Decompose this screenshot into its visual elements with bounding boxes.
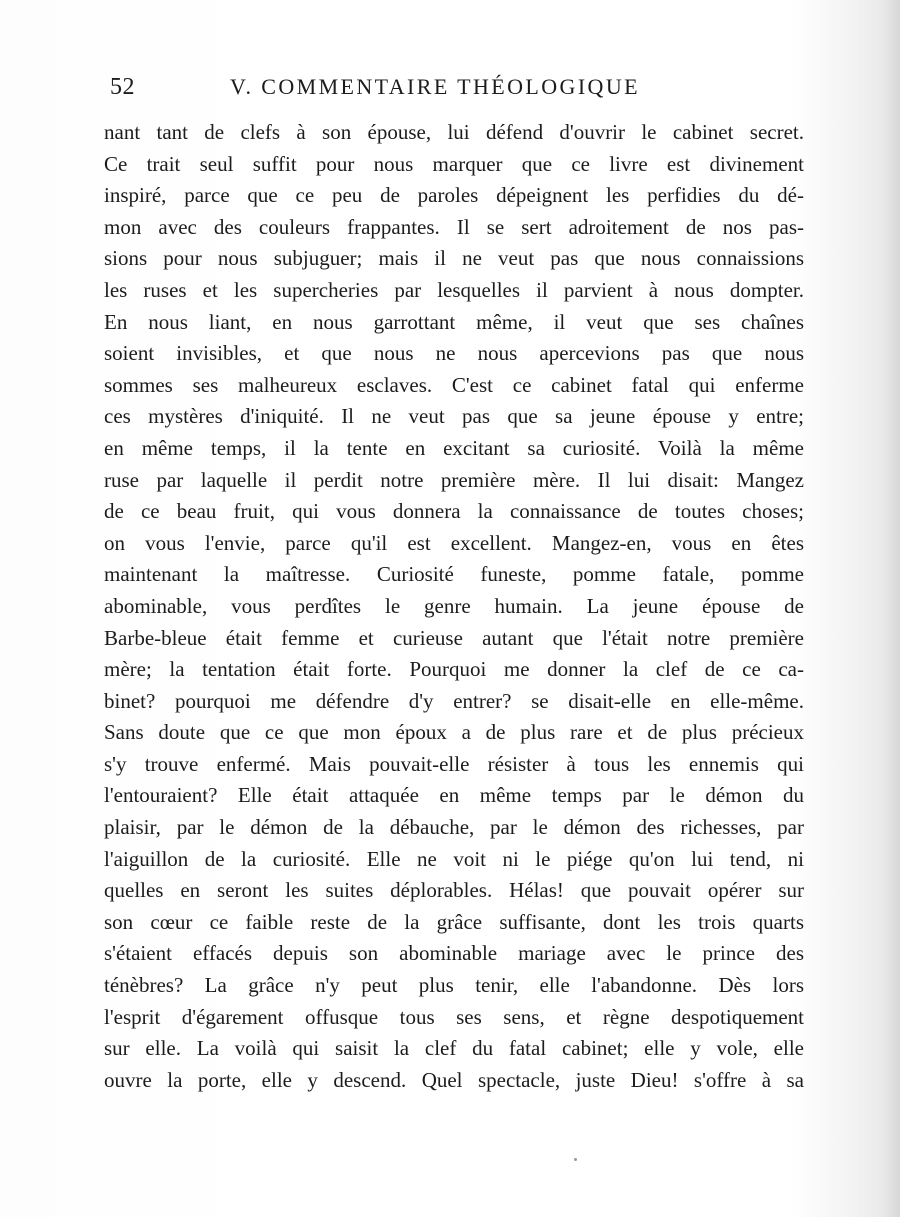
text-line: Sans doute que ce que mon époux a de plus rare et de plus précieux xyxy=(104,720,804,745)
text-line: Ce trait seul suffit pour nous marquer que ce livre est divinement xyxy=(104,151,804,176)
text-line: s'y trouve enfermé. Mais pouvait-elle résister à tous les ennemis qui xyxy=(104,751,804,776)
text-line: en même temps, il la tente en excitant sa curiosité. Voilà la même xyxy=(104,435,804,460)
text-line: les ruses et les supercheries par lesquelles il parvient à nous dompter. xyxy=(104,277,804,302)
text-line: quelles en seront les suites déplorables. Hélas! que pouvait opérer sur xyxy=(104,878,804,903)
paper-speck xyxy=(574,1158,577,1161)
running-head xyxy=(110,70,800,106)
text-line: sommes ses malheureux esclaves. C'est ce cabinet fatal qui enferme xyxy=(104,372,804,397)
text-line: ouvre la porte, elle y descend. Quel spectacle, juste Dieu! s'offre à sa xyxy=(104,1067,804,1092)
text-line: sur elle. La voilà qui saisit la clef du fatal cabinet; elle y vole, elle xyxy=(104,1036,804,1061)
text-line: l'entouraient? Elle était attaquée en même temps par le démon du xyxy=(104,783,804,808)
page-number: 52 xyxy=(110,74,135,100)
text-line: binet? pourquoi me défendre d'y entrer? se disait-elle en elle-même. xyxy=(104,688,804,713)
text-line: ces mystères d'iniquité. Il ne veut pas que sa jeune épouse y entre; xyxy=(104,404,804,429)
text-line: nant tant de clefs à son épouse, lui défend d'ouvrir le cabinet secret. xyxy=(104,120,804,144)
text-line: maintenant la maîtresse. Curiosité funeste, pomme fatale, pomme xyxy=(104,562,804,587)
text-line: l'esprit d'égarement offusque tous ses sens, et règne despotiquement xyxy=(104,1004,804,1029)
text-line: mère; la tentation était forte. Pourquoi me donner la clef de ce ca- xyxy=(104,657,804,682)
text-line: l'aiguillon de la curiosité. Elle ne voit ni le piége qu'on lui tend, ni xyxy=(104,846,804,871)
text-line: ténèbres? La grâce n'y peut plus tenir, elle l'abandonne. Dès lors xyxy=(104,973,804,998)
text-line: inspiré, parce que ce peu de paroles dépeignent les perfidies du dé- xyxy=(104,183,804,208)
text-line: mon avec des couleurs frappantes. Il se sert adroitement de nos pas- xyxy=(104,214,804,239)
text-line: de ce beau fruit, qui vous donnera la connaissance de toutes choses; xyxy=(104,499,804,524)
body-text xyxy=(104,117,804,1096)
text-line: En nous liant, en nous garrottant même, il veut que ses chaînes xyxy=(104,309,804,334)
text-line: son cœur ce faible reste de la grâce suffisante, dont les trois quarts xyxy=(104,909,804,934)
text-line: plaisir, par le démon de la débauche, par le démon des richesses, par xyxy=(104,815,804,840)
text-line: ruse par laquelle il perdit notre première mère. Il lui disait: Mangez xyxy=(104,467,804,492)
text-line: s'étaient effacés depuis son abominable mariage avec le prince des xyxy=(104,941,804,966)
text-line: sions pour nous subjuguer; mais il ne veut pas que nous connaissions xyxy=(104,246,804,271)
running-title: V. COMMENTAIRE THÉOLOGIQUE xyxy=(230,74,640,99)
text-line: Barbe-bleue était femme et curieuse autant que l'était notre première xyxy=(104,625,804,650)
text-line: soient invisibles, et que nous ne nous apercevions pas que nous xyxy=(104,341,804,366)
page-edge-shadow xyxy=(882,0,900,1217)
text-line: on vous l'envie, parce qu'il est excellent. Mangez-en, vous en êtes xyxy=(104,530,804,555)
text-line: abominable, vous perdîtes le genre humain. La jeune épouse de xyxy=(104,593,804,618)
